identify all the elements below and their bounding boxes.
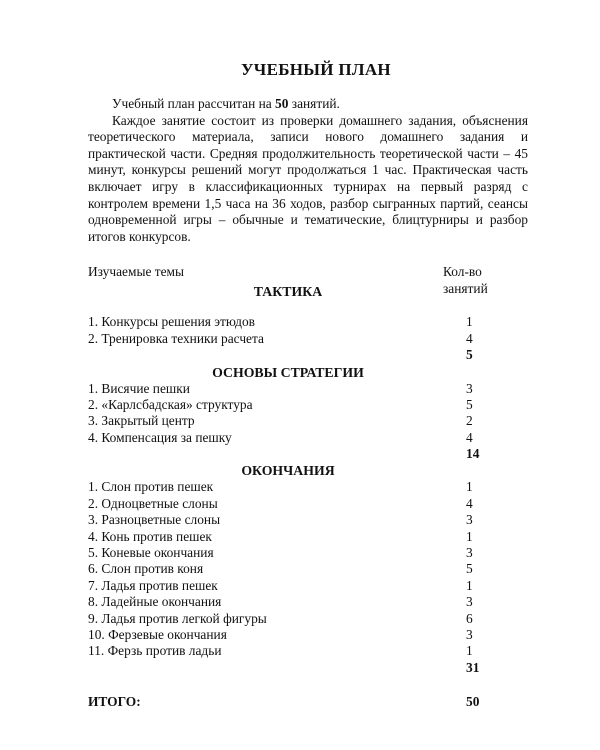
section-title: ОКОНЧАНИЯ: [241, 463, 335, 479]
topic-count: 4: [466, 495, 473, 511]
document-page: [88, 60, 528, 711]
topic-count: 4: [466, 429, 473, 445]
subtotal-value: 5: [466, 347, 473, 363]
grand-total-row: [88, 694, 528, 710]
subtotal-value: 31: [466, 659, 480, 675]
topic-name: 4. Компенсация за пешку: [88, 429, 232, 445]
topic-name: 10. Ферзевые окончания: [88, 626, 227, 642]
total-label: ИТОГО:: [88, 694, 141, 710]
table-row: [88, 331, 528, 347]
topic-name: 3. Закрытый центр: [88, 413, 195, 429]
table-row: [88, 578, 528, 594]
section-title: ОСНОВЫ СТРАТЕГИИ: [212, 364, 364, 380]
table-row: [88, 611, 528, 627]
lessons-count: 50: [275, 96, 289, 111]
count-header-line2: занятий: [443, 281, 488, 297]
topic-name: 1. Висячие пешки: [88, 380, 190, 396]
table-row: [88, 397, 528, 413]
topic-name: 1. Конкурсы решения этюдов: [88, 314, 255, 330]
section-subtotal: [88, 446, 528, 462]
table-row: [88, 430, 528, 446]
table-row: [88, 512, 528, 528]
topic-count: 1: [466, 577, 473, 593]
topic-count: 3: [466, 594, 473, 610]
section-title: ТАКТИКА: [253, 284, 323, 300]
intro-paragraph-2: Каждое занятие состоит из проверки домашнего задания, объяснения теоретического материала, записи нового домашнего задания и практической части. Средняя продолжительность теоретической части – 45 минут, конкурсы решений могут продолжаться 1 час. Практическая часть включает игру в классификационных турнирах на первый разряд с контролем времени 1,5 часа на 36 ходов, разбор сыгранных партий, сеансы одновременной игры – обычные и тематические, блицтурниры и разбор итогов конкурсов.: [88, 112, 528, 244]
intro-text: Учебный план рассчитан на: [112, 96, 276, 111]
table-row: [88, 561, 528, 577]
table-row: [88, 314, 528, 330]
topic-count: 3: [466, 545, 473, 561]
topic-count: 5: [466, 396, 473, 412]
topic-count: 3: [466, 626, 473, 642]
table-row: [88, 496, 528, 512]
topic-name: 4. Конь против пешек: [88, 528, 212, 544]
topic-count: 1: [466, 528, 473, 544]
topic-name: 2. Одноцветные слоны: [88, 495, 218, 511]
topic-count: 1: [466, 643, 473, 659]
topic-count: 1: [466, 314, 473, 330]
section-subtotal: [88, 347, 528, 363]
page-title: УЧЕБНЫЙ ПЛАН: [241, 60, 391, 79]
table-header: [88, 263, 528, 297]
table-row: [88, 643, 528, 659]
total-value: 50: [466, 694, 480, 710]
topic-name: 2. «Карлсбадская» структура: [88, 396, 253, 412]
section-endgames: [88, 462, 528, 676]
topic-count: 2: [466, 413, 473, 429]
table-row: [88, 529, 528, 545]
topic-name: 1. Слон против пешек: [88, 479, 214, 495]
table-row: [88, 479, 528, 495]
topic-name: 9. Ладья против легкой фигуры: [88, 610, 267, 626]
topic-count: 5: [466, 561, 473, 577]
topic-name: 7. Ладья против пешек: [88, 577, 218, 593]
table-row: [88, 545, 528, 561]
topic-count: 6: [466, 610, 473, 626]
topic-name: 2. Тренировка техники расчета: [88, 330, 264, 346]
topic-name: 11. Ферзь против ладьи: [88, 643, 222, 659]
count-column-header: [443, 263, 513, 297]
section-subtotal: [88, 660, 528, 676]
table-row: [88, 381, 528, 397]
count-header-line1: Кол-во: [443, 264, 482, 280]
table-row: [88, 627, 528, 643]
topic-count: 1: [466, 479, 473, 495]
topic-name: 8. Ладейные окончания: [88, 594, 222, 610]
topic-name: 5. Коневые окончания: [88, 545, 214, 561]
subtotal-value: 14: [466, 446, 480, 462]
topic-count: 4: [466, 330, 473, 346]
topics-column-header: Изучаемые темы: [88, 264, 185, 280]
table-row: [88, 594, 528, 610]
topic-count: 3: [466, 380, 473, 396]
topic-count: 3: [466, 512, 473, 528]
topic-name: 6. Слон против коня: [88, 561, 204, 577]
table-row: [88, 413, 528, 429]
section-strategy: [88, 364, 528, 463]
intro-text: занятий.: [288, 96, 340, 111]
topic-name: 3. Разноцветные слоны: [88, 512, 221, 528]
intro-paragraph-1: [88, 96, 528, 113]
